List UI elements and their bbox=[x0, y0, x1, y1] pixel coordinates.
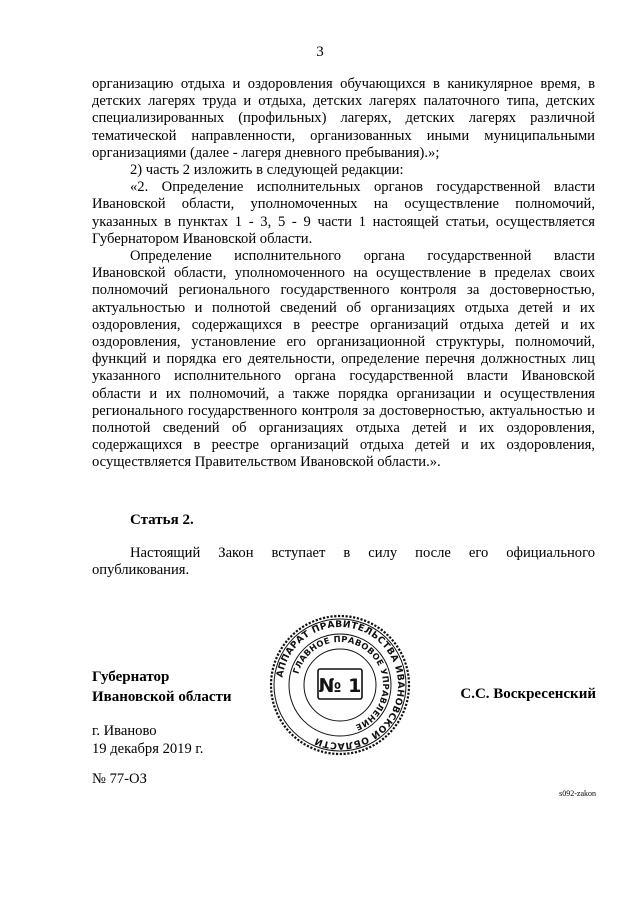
place-and-date bbox=[92, 723, 203, 758]
page-number: 3 bbox=[316, 44, 324, 60]
seal-center-text: № 1 bbox=[318, 675, 362, 697]
paragraph-entry-into-force: Настоящий Закон вступает в силу после его официального опубликования. bbox=[92, 545, 595, 579]
place: г. Иваново bbox=[92, 723, 157, 739]
official-seal bbox=[269, 614, 411, 756]
file-code: s092-zakon bbox=[559, 789, 596, 798]
signatory-title-line-1: Губернатор bbox=[92, 669, 170, 685]
signatory-title-line-2: Ивановской области bbox=[92, 689, 232, 705]
paragraph-control-authority: Определение исполнительного органа государственной власти Ивановской области, уполномоченного на осуществление в пределах своих полномочий регионального государственного контроля за достоверностью, актуальностью и полнотой сведений об организациях отдыха детей и их оздоровления, содержащихся в реестре организаций отдыха детей и их оздоровления, установление его организационной структуры, полномочий, функций и порядка его деятельности, определение перечня должностных лиц указанного исполнительного органа государственной власти Ивановской области и их полномочий, а также порядка организации и осуществления регионального государственного контроля за достоверностью, актуальностью и полнотой сведений об организациях отдыха детей и их оздоровления, содержащихся в реестре организаций отдыха детей и их оздоровления, осуществляется Правительством Ивановской области.». bbox=[92, 248, 595, 471]
law-number: № 77-ОЗ bbox=[92, 771, 147, 787]
seal-inner-text: ГЛАВНОЕ ПРАВОВОЕ УПРАВЛЕНИЕ bbox=[290, 633, 392, 733]
paragraph-amendment-intro: 2) часть 2 изложить в следующей редакции: bbox=[130, 162, 404, 179]
seal-outer-text: АППАРАТ ПРАВИТЕЛЬСТВА ИВАНОВСКОЙ ОБЛАСТИ bbox=[274, 618, 407, 752]
paragraph-continuation: организацию отдыха и оздоровления обучающихся в каникулярное время, в детских лагерях труда и отдыха, детских лагерях палаточного типа, детских специализированных (профильных) лагерях, детских лагерях различной тематической направленности, организованных иными муниципальными организациями (далее - лагеря дневного пребывания).»; bbox=[92, 76, 595, 161]
signatory-name: С.С. Воскресенский bbox=[460, 686, 596, 702]
paragraph-part-2: «2. Определение исполнительных органов государственной власти Ивановской области, уполномоченных на осуществление полномочий, указанных в пунктах 1 - 3, 5 - 9 части 1 настоящей статьи, осуществляется Губернатором Ивановской области. bbox=[92, 179, 595, 247]
date: 19 декабря 2019 г. bbox=[92, 740, 204, 757]
signatory-title bbox=[92, 667, 232, 707]
document-body bbox=[92, 76, 595, 472]
article-heading: Статья 2. bbox=[130, 512, 194, 528]
